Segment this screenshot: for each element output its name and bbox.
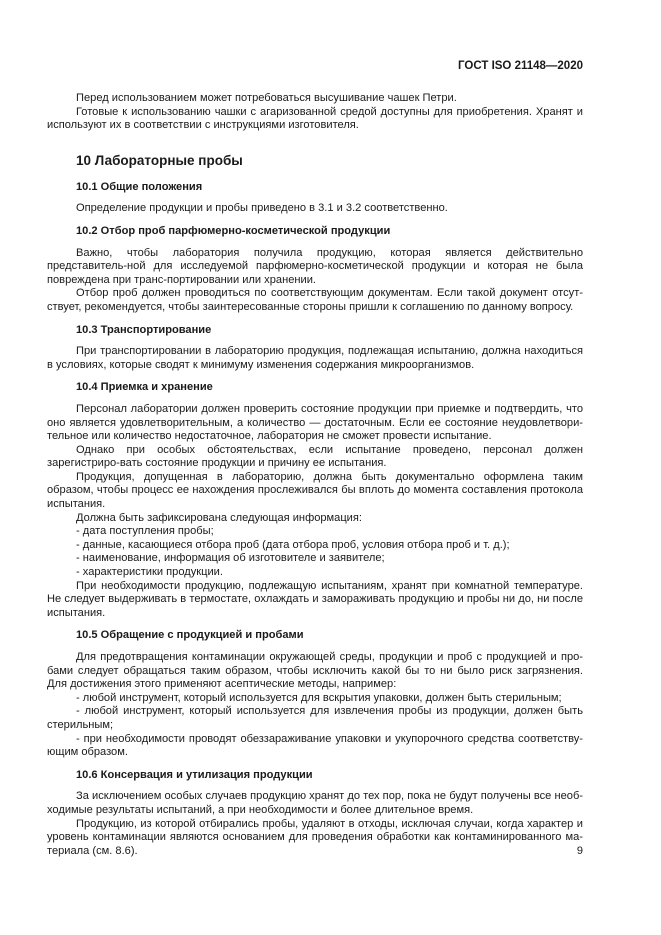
list-item: - любой инструмент, который используется для извлечения пробы из продукции, должен быть стерильным;	[47, 705, 583, 731]
section-title: 10 Лабораторные пробы	[76, 152, 243, 168]
list-item: - данные, касающиеся отбора проб (дата отбора проб, условия отбора проб и т. д.);	[76, 538, 510, 551]
paragraph: Продукцию, из которой отбирались пробы, удаляют в отходы, исключая случаи, когда характер и уровень контаминации являются основанием для проведения обработки как контаминированного ма-териала (см. 8.6).	[47, 817, 583, 857]
list-item: - наименование, информация об изготовителе и заявителе;	[76, 552, 385, 565]
page-number: 9	[576, 845, 583, 857]
list-item: - характеристики продукции.	[76, 566, 223, 579]
paragraph: Для предотвращения контаминации окружающей среды, продукции и проб с продукцией и про-бами следует обращаться таким образом, чтобы исключить какой бы то ни было риск загрязнения. Для достижения этого применяют асептические методы, например:	[47, 651, 583, 691]
paragraph: Важно, чтобы лаборатория получила продукцию, которая является действительно представитель-ной для исследуемой парфюмерно-косметической продукции и которая не была повреждена при транс-портировании или хранении.	[47, 246, 583, 286]
paragraph: За исключением особых случаев продукцию хранят до тех пор, пока не будут получены все необ-ходимые результаты испытаний, а при необходимости и более длительное время.	[47, 790, 583, 816]
subsection-title: 10.2 Отбор проб парфюмерно-косметической продукции	[76, 224, 391, 237]
paragraph: Отбор проб должен проводиться по соответствующим документам. Если такой документ отсут-ствует, рекомендуется, чтобы заинтересованные стороны пришли к соглашению по данному вопросу.	[47, 287, 583, 313]
paragraph: При транспортировании в лабораторию продукция, подлежащая испытанию, должна находиться в условиях, которые сводят к минимуму изменения содержания микроорганизмов.	[47, 345, 583, 371]
paragraph: Перед использованием может потребоваться высушивание чашек Петри.	[76, 92, 457, 104]
list-item: - любой инструмент, который используется для вскрытия упаковки, должен быть стерильным;	[76, 691, 562, 704]
paragraph: Однако при особых обстоятельствах, если испытание проведено, персонал должен зарегистриро-вать состояние продукции и причину ее испытания.	[47, 443, 583, 470]
paragraph: Персонал лаборатории должен проверить состояние продукции при приемке и подтвердить, что оно является удовлетворительным, а количество — достаточным. Если ее состояние неудовлетвори-тельное или количество недостаточное, лаборатория не сможет провести испытание.	[47, 402, 583, 443]
subsection-title: 10.3 Транспортирование	[76, 323, 212, 336]
paragraph: Должна быть зафиксирована следующая информация:	[76, 511, 362, 524]
paragraph: Готовые к использованию чашки с агаризованной средой доступны для приобретения. Хранят и используют их в соответствии с инструкциями изготовителя.	[47, 105, 583, 132]
subsection-title: 10.6 Консервация и утилизация продукции	[76, 768, 313, 781]
subsection-title: 10.1 Общие положения	[76, 180, 203, 193]
paragraph: При необходимости продукцию, подлежащую испытаниям, хранят при комнатной температуре. Не следует выдерживать в термостате, охлаждать и замораживать продукцию и пробы ни до, ни после испытания.	[47, 579, 583, 619]
list-item: - дата поступления пробы;	[76, 525, 214, 538]
subsection-title: 10.4 Приемка и хранение	[76, 381, 213, 394]
document-body	[47, 92, 583, 858]
subsection-title: 10.5 Обращение с продукцией и пробами	[76, 629, 304, 642]
paragraph: Продукция, допущенная в лабораторию, должна быть документально оформлена таким образом, чтобы процесс ее нахождения прослеживался бы вплоть до момента составления протокола испытания.	[47, 470, 583, 511]
list-item: - при необходимости проводят обеззараживание упаковки и укупорочного средства соответству-ющим образом.	[47, 732, 583, 759]
document-header: ГОСТ ISO 21148—2020	[458, 60, 583, 72]
paragraph: Определение продукции и пробы приведено в 3.1 и 3.2 соответственно.	[76, 202, 448, 215]
